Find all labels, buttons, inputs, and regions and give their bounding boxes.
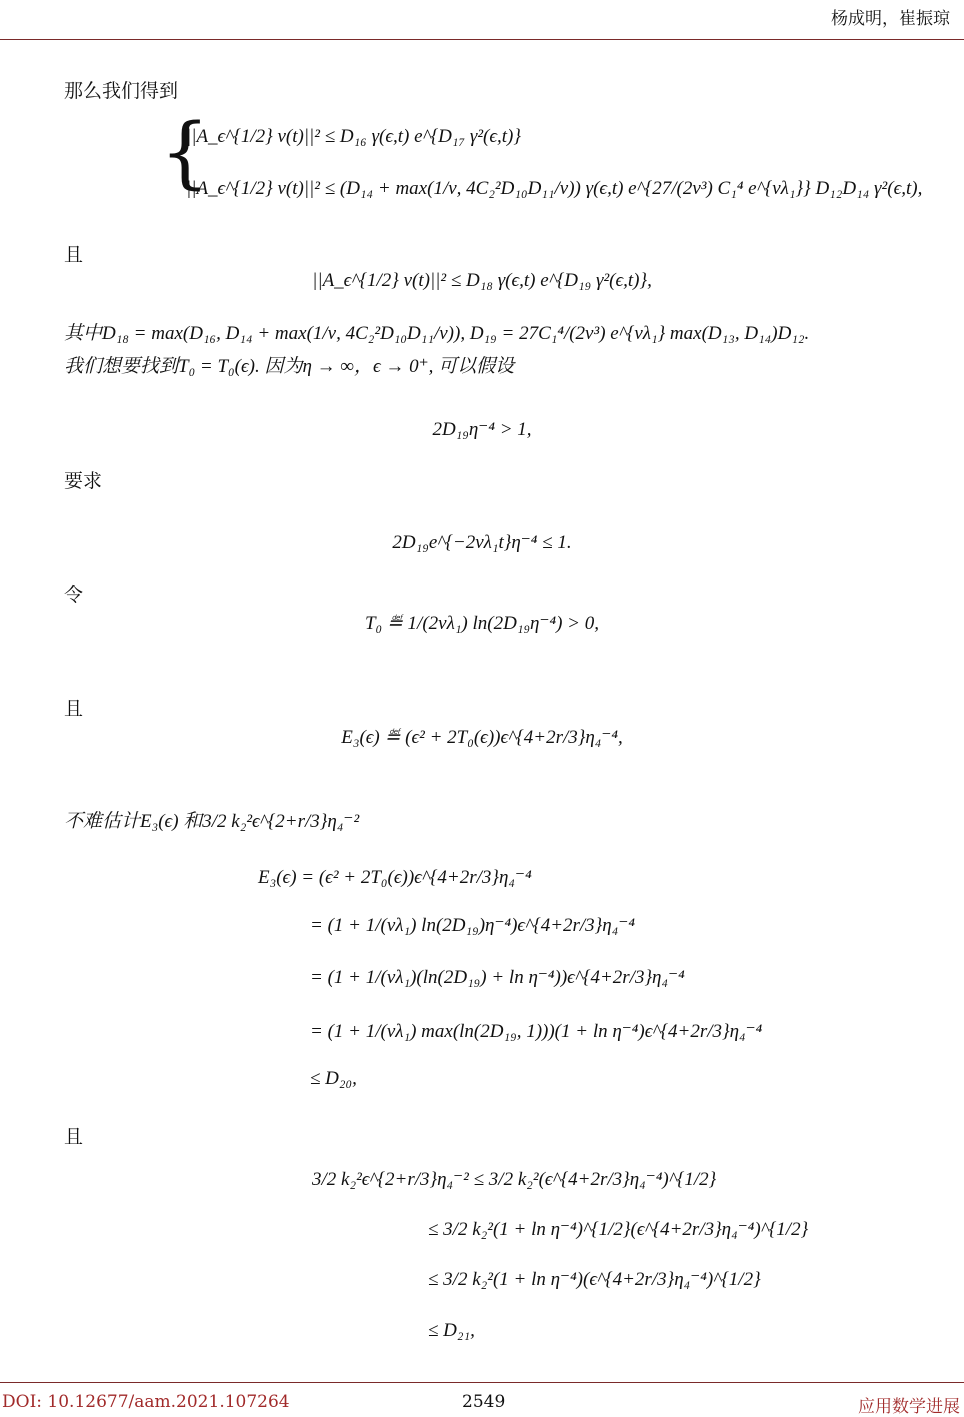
estimate-k2-line-2: ≤ 3/2 k₂²(1 + ln η⁻⁴)^{1/2}(ϵ^{4+2r/3}η₄⁻⁴)^{1/2} — [428, 1219, 809, 1240]
footer-page-number: 2549 — [462, 1392, 506, 1412]
system-line-1: ||A_ϵ^{1/2} v(t)||² ≤ D₁₆ γ(ϵ,t) e^{D₁₇ γ²(ϵ,t)} — [186, 126, 521, 147]
paragraph-where: 其中D₁₈ = max(D₁₆, D₁₄ + max(1/ν, 4C₂²D₁₀D₁₁/ν)), D₁₉ = 27C₁⁴/(2ν³) e^{νλ₁} max(D₁₃, D₁₄)D₁₂. — [64, 323, 810, 344]
equation-3: 2D₁₉e^{−2νλ₁t}η⁻⁴ ≤ 1. — [392, 532, 572, 553]
connector-and-2: 且 — [64, 698, 84, 720]
footer-rule — [0, 1382, 964, 1383]
running-header-authors: 杨成明，崔振琼 — [831, 9, 950, 29]
system-line-2: ||A_ϵ^{1/2} v(t)||² ≤ (D₁₄ + max(1/ν, 4C₂²D₁₀D₁₁/ν)) γ(ϵ,t) e^{27/(2ν³) C₁⁴ e^{νλ₁}} D₁₂D₁₄ γ²(ϵ,t), — [186, 178, 923, 199]
estimate-k2-line-3: ≤ 3/2 k₂²(1 + ln η⁻⁴)(ϵ^{4+2r/3}η₄⁻⁴)^{1/2} — [428, 1269, 761, 1290]
header-rule — [0, 39, 964, 40]
paragraph-estimate: 不难估计E₃(ϵ) 和3/2 k₂²ϵ^{2+r/3}η₄⁻² — [64, 811, 360, 832]
equation-1: ||A_ϵ^{1/2} v(t)||² ≤ D₁₈ γ(ϵ,t) e^{D₁₉ γ²(ϵ,t)}, — [312, 270, 652, 291]
estimate-E3-line-2: = (1 + 1/(νλ₁) ln(2D₁₉)η⁻⁴)ϵ^{4+2r/3}η₄⁻⁴ — [310, 915, 635, 936]
footer-doi: DOI: 10.12677/aam.2021.107264 — [2, 1392, 290, 1412]
connector-and-1: 且 — [64, 244, 84, 266]
estimate-E3-line-5: ≤ D₂₀, — [310, 1068, 357, 1089]
footer-journal: 应用数学进展 — [858, 1397, 960, 1417]
equation-2: 2D₁₉η⁻⁴ > 1, — [432, 419, 532, 440]
estimate-E3-line-1: E₃(ϵ) = (ϵ² + 2T₀(ϵ))ϵ^{4+2r/3}η₄⁻⁴ — [258, 867, 532, 888]
equation-T0-definition: T₀ ≝ 1/(2νλ₁) ln(2D₁₉η⁻⁴) > 0, — [364, 613, 600, 634]
paragraph-let: 令 — [64, 584, 84, 606]
estimate-E3-line-3: = (1 + 1/(νλ₁)(ln(2D₁₉) + ln η⁻⁴))ϵ^{4+2r/3}η₄⁻⁴ — [310, 967, 685, 988]
equation-E3-definition: E₃(ϵ) ≝ (ϵ² + 2T₀(ϵ))ϵ^{4+2r/3}η₄⁻⁴, — [341, 727, 623, 748]
connector-and-3: 且 — [64, 1126, 84, 1148]
paragraph-goal: 我们想要找到T₀ = T₀(ϵ). 因为η → ∞，ϵ → 0⁺, 可以假设 — [64, 356, 515, 377]
paragraph-intro: 那么我们得到 — [64, 80, 179, 102]
estimate-k2-line-1: 3/2 k₂²ϵ^{2+r/3}η₄⁻² ≤ 3/2 k₂²(ϵ^{4+2r/3}η₄⁻⁴)^{1/2} — [312, 1169, 717, 1190]
left-brace: { — [160, 108, 210, 198]
paragraph-require: 要求 — [64, 470, 103, 492]
estimate-k2-line-4: ≤ D₂₁, — [428, 1320, 475, 1341]
estimate-E3-line-4: = (1 + 1/(νλ₁) max(ln(2D₁₉, 1)))(1 + ln η⁻⁴)ϵ^{4+2r/3}η₄⁻⁴ — [310, 1021, 763, 1042]
